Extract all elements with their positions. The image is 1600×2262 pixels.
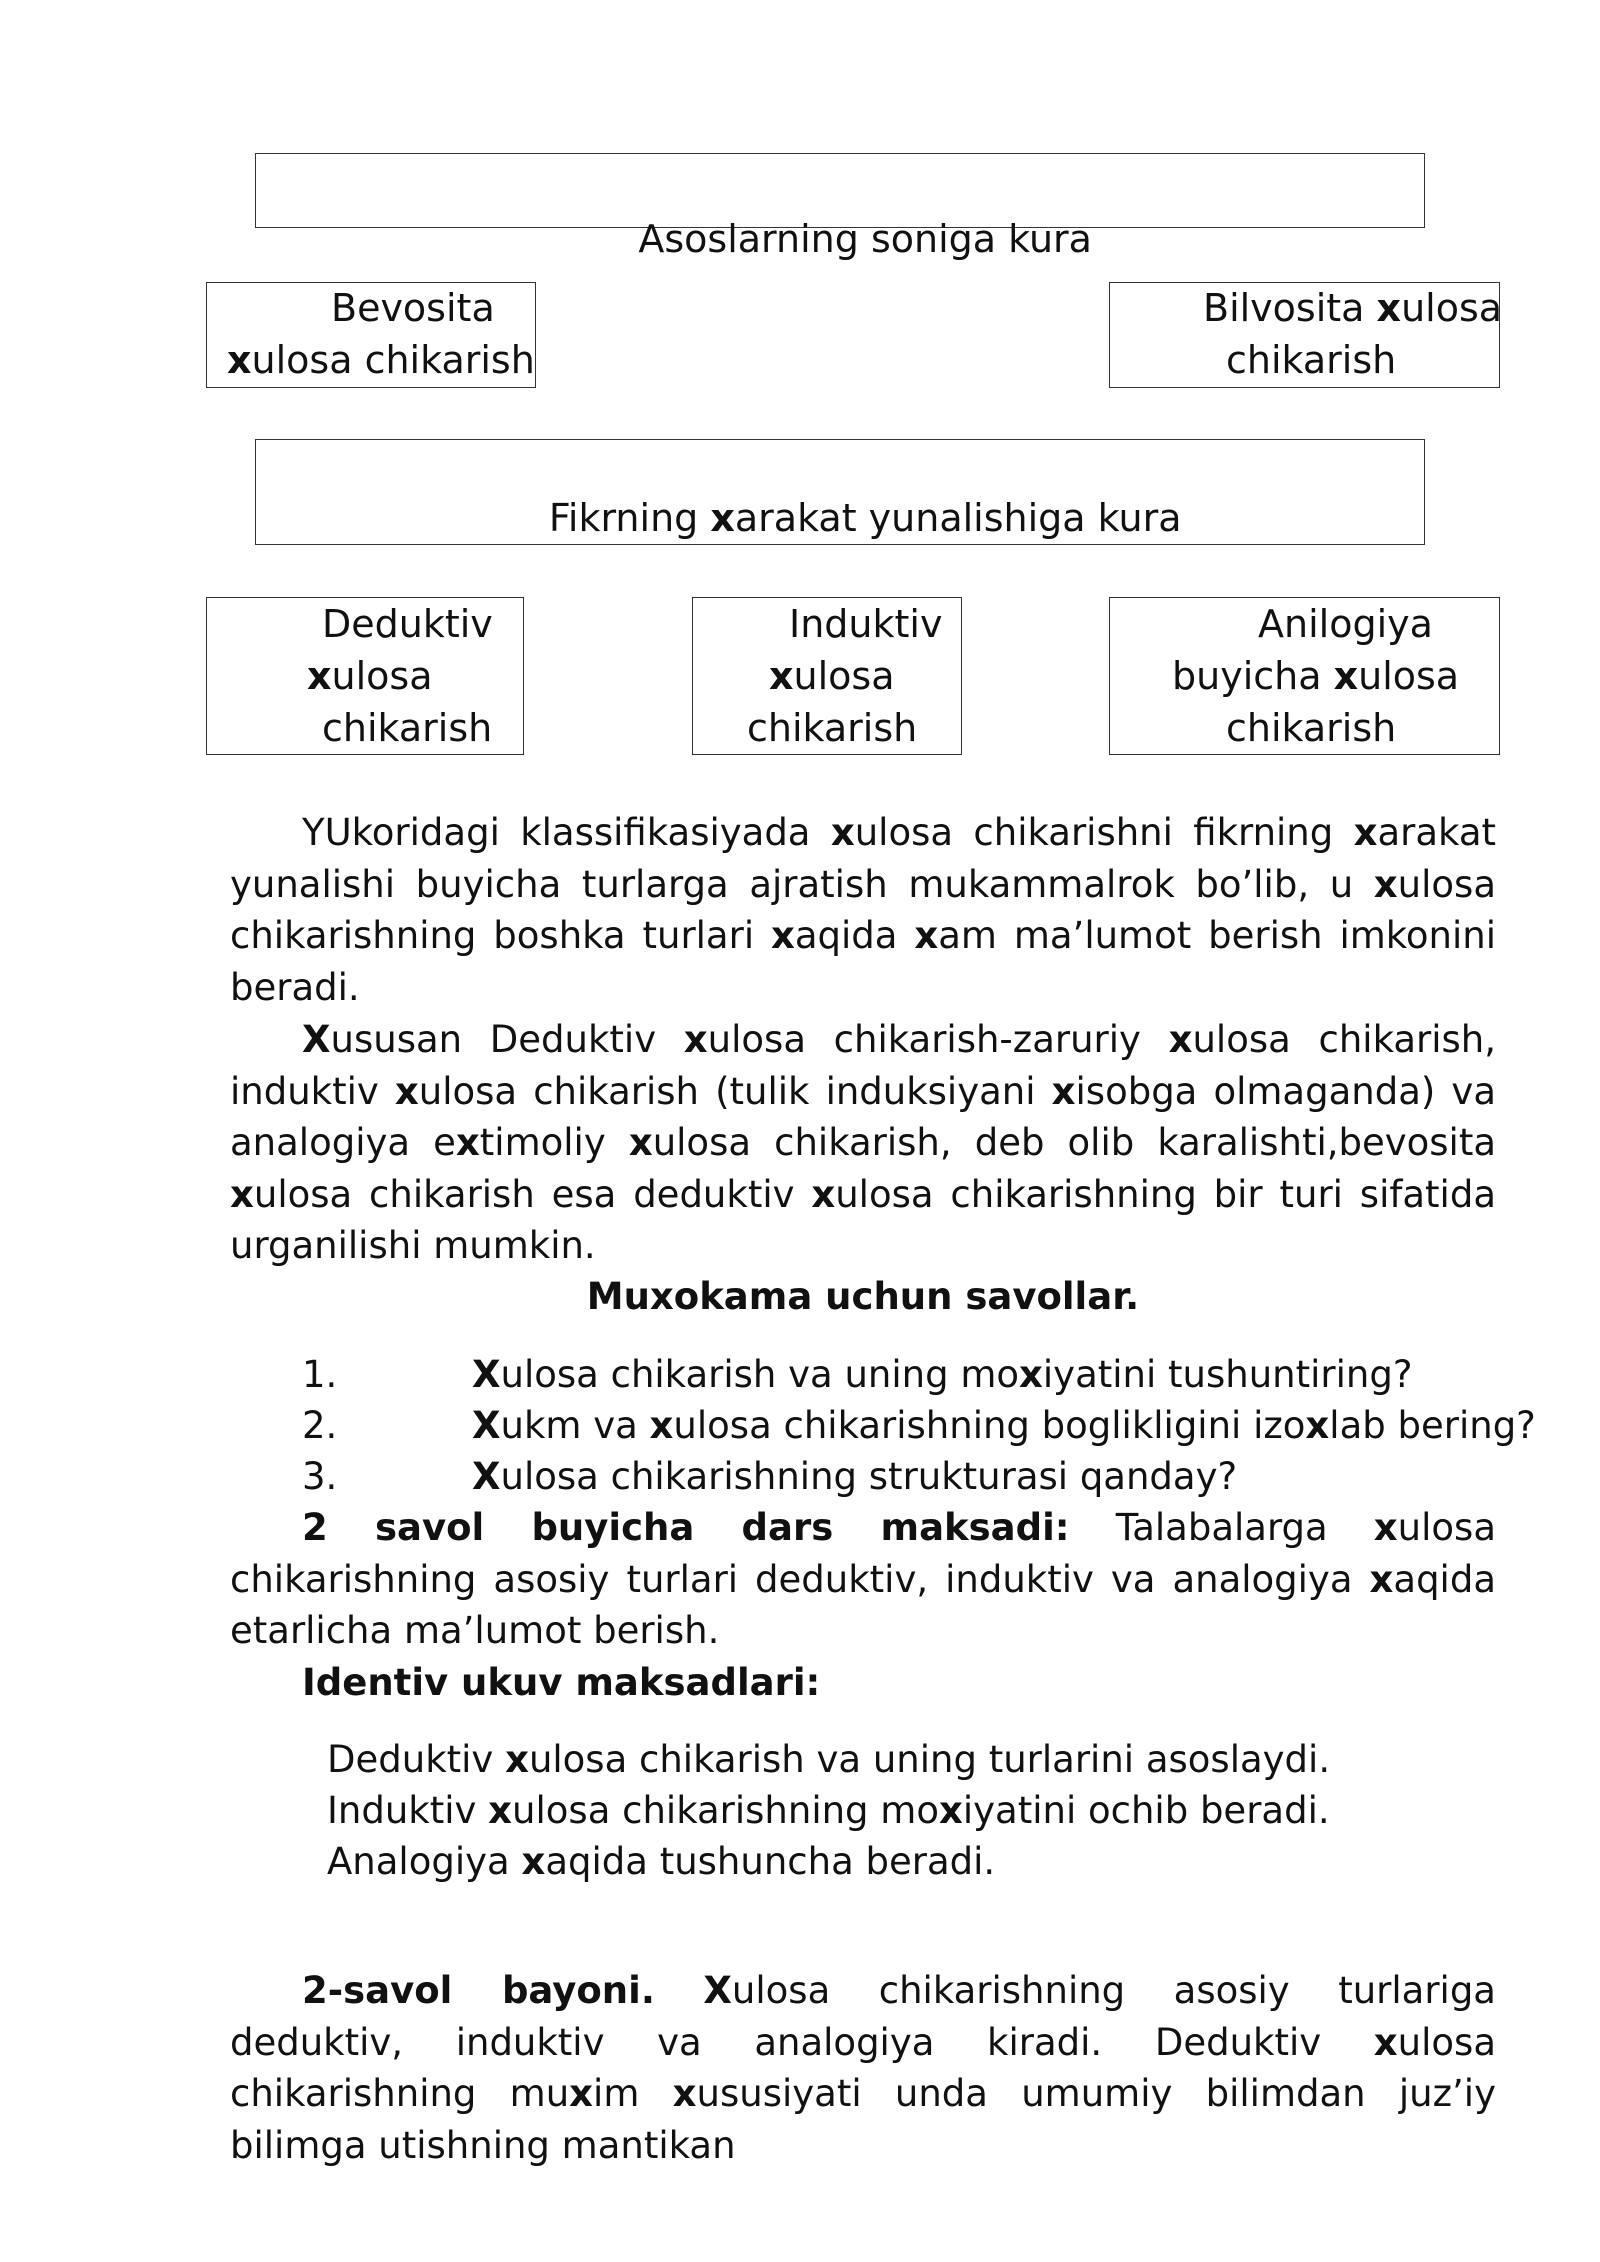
paragraph-lesson-goal: 2 savol buyicha dars maksadi: Talabalarga xulosa chikarishning asosiy turlari deduktiv, induktiv va analogiya xaqida etarlicha ma’lumot berish. xyxy=(230,1506,1496,1652)
goal-item-1: Deduktiv xulosa chikarish va uning turlarini asoslaydi. xyxy=(327,1738,1331,1781)
box-label-line1: Anilogiya xyxy=(1258,602,1433,646)
box-anilogiya xyxy=(1109,597,1500,755)
question-number: 3. xyxy=(302,1455,338,1498)
goal-item-3: Analogiya xaqida tushuncha beradi. xyxy=(327,1840,996,1883)
box-label-line2: buyicha xulosa xyxy=(1172,654,1460,698)
section-heading-goals: Identiv ukuv maksadlari: xyxy=(302,1661,821,1704)
question-text: Xukm va xulosa chikarishning boglikligini izoxlab bering? xyxy=(472,1404,1536,1447)
box-label-line2: xulosa chikarish xyxy=(227,338,535,382)
box-label-line3: chikarish xyxy=(1226,706,1397,750)
box-label: Asoslarning soniga kura xyxy=(638,217,1092,261)
paragraph-2: Xususan Deduktiv xulosa chikarish-zaruriy xulosa chikarish, induktiv xulosa chikarish (tulik induksiyani xisobga olmaganda) va analogiya extimoliy xulosa chikarish, deb olib karalishti,bevosita xulosa chikarish esa deduktiv xulosa chikarishning bir turi sifatida urganilishi mumkin. xyxy=(230,1018,1497,1267)
section-heading-questions: Muxokama uchun savollar. xyxy=(586,1275,1140,1318)
box-label-line3: chikarish xyxy=(747,706,918,750)
question-text: Xulosa chikarishning strukturasi qanday? xyxy=(472,1455,1238,1498)
paragraph-1: YUkoridagi klassifikasiyada xulosa chikarishni fikrning xarakat yunalishi buyicha turlarga ajratish mukammalrok bo’lib, u xulosa chikarishning boshka turlari xaqida xam ma’lumot berish imkonini beradi. xyxy=(230,811,1496,1009)
question-text: Xulosa chikarish va uning moxiyatini tushuntiring? xyxy=(472,1353,1413,1396)
box-label: Fikrning xarakat yunalishiga kura xyxy=(548,496,1182,540)
box-label-line1: Induktiv xyxy=(789,602,943,646)
paragraph-question-2-statement: 2-savol bayoni. Xulosa chikarishning asosiy turlariga deduktiv, induktiv va analogiya kiradi. Deduktiv xulosa chikarishning muxim xususiyati unda umumiy bilimdan juz’iy bilimga utishning mantikan xyxy=(230,1969,1496,2167)
box-label-line3: chikarish xyxy=(322,706,493,750)
box-label-line2: xulosa xyxy=(769,654,895,698)
box-induktiv xyxy=(692,597,962,755)
box-deduktiv xyxy=(206,597,524,755)
box-label-line1: Deduktiv xyxy=(322,602,493,646)
box-bilvosita xyxy=(1109,282,1503,388)
box-label-line1: Bevosita xyxy=(331,286,495,330)
question-number: 1. xyxy=(302,1353,338,1396)
box-label-line2: chikarish xyxy=(1226,338,1397,382)
goal-item-2: Induktiv xulosa chikarishning moxiyatini ochib beradi. xyxy=(327,1789,1330,1832)
box-asoslarning-soniga-kura xyxy=(255,153,1425,261)
box-label-line1: Bilvosita xulosa xyxy=(1203,286,1503,330)
box-label-line2: xulosa xyxy=(307,654,433,698)
box-fikrning-xarakat xyxy=(255,439,1425,545)
box-bevosita xyxy=(206,282,536,388)
question-number: 2. xyxy=(302,1404,338,1447)
